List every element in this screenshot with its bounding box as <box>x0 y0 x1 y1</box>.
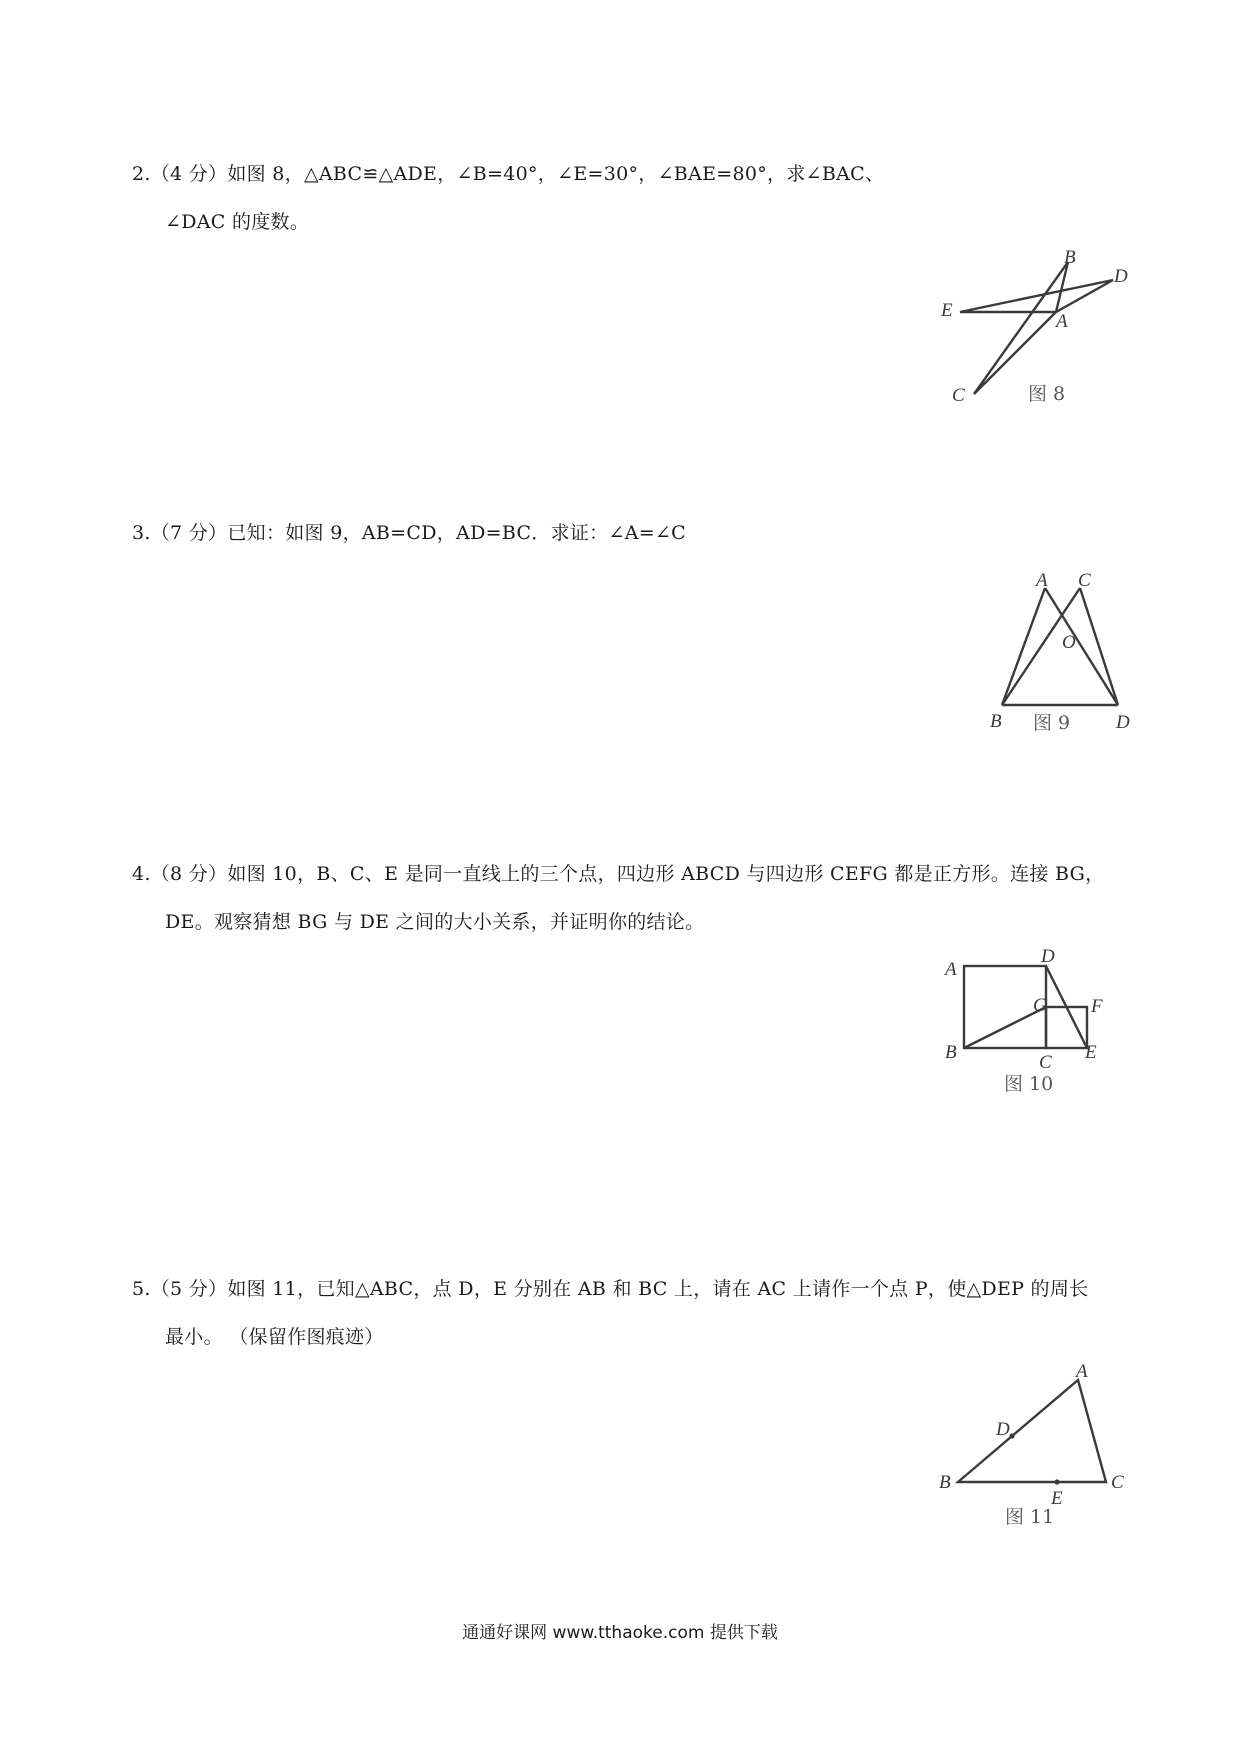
segment-ad <box>1045 588 1118 705</box>
figure-8 <box>930 248 1130 408</box>
question-4-line-2: DE。观察猜想 BG 与 DE 之间的大小关系，并证明你的结论。 <box>165 911 705 933</box>
segment-cd <box>1080 588 1118 705</box>
label-g: G <box>1033 995 1047 1016</box>
question-5 <box>132 1265 1142 1361</box>
point-d <box>1009 1433 1014 1438</box>
square-cefg <box>1046 1007 1087 1048</box>
label-e: E <box>941 300 953 321</box>
label-e: E <box>1051 1488 1063 1509</box>
figure-11 <box>930 1362 1140 1532</box>
question-3-line-1: 3.（7 分）已知：如图 9，AB=CD，AD=BC．求证：∠A=∠C <box>132 522 687 544</box>
label-c: C <box>1039 1052 1052 1073</box>
triangle-abc <box>958 1380 1106 1482</box>
point-e <box>1054 1479 1059 1484</box>
question-4 <box>132 850 1142 946</box>
label-a: A <box>1036 570 1048 591</box>
figure-10 <box>940 945 1140 1105</box>
page-footer: 通通好课网 www.tthaoke.com 提供下载 <box>462 1623 778 1643</box>
label-o: O <box>1062 632 1076 653</box>
label-c: C <box>1078 570 1091 591</box>
question-2-line-2: ∠DAC 的度数。 <box>165 211 310 233</box>
label-c: C <box>1111 1472 1124 1493</box>
label-a: A <box>1056 311 1068 332</box>
question-3 <box>132 509 1142 557</box>
label-b: B <box>939 1472 951 1493</box>
figure-9 <box>970 568 1150 738</box>
segment-ab <box>1002 588 1045 705</box>
label-b: B <box>1064 247 1076 268</box>
figure-9-caption: 图 9 <box>1033 712 1071 734</box>
label-a: A <box>945 959 957 980</box>
figure-10-caption: 图 10 <box>1004 1073 1054 1095</box>
question-5-line-1: 5.（5 分）如图 11，已知△ABC，点 D，E 分别在 AB 和 BC 上，请在 AC 上请作一个点 P，使△DEP 的周长 <box>132 1278 1089 1300</box>
label-e: E <box>1085 1042 1097 1063</box>
label-a: A <box>1076 1361 1088 1382</box>
question-2 <box>132 150 1142 246</box>
question-4-line-1: 4.（8 分）如图 10，B、C、E 是同一直线上的三个点，四边形 ABCD 与四边形 CEFG 都是正方形。连接 BG， <box>132 863 1105 885</box>
label-d: D <box>1116 712 1130 733</box>
question-2-line-1: 2.（4 分）如图 8，△ABC≌△ADE，∠B=40°，∠E=30°，∠BAE=80°，求∠BAC、 <box>132 163 885 185</box>
triangle-abc <box>974 262 1068 394</box>
label-c: C <box>952 385 965 406</box>
label-d: D <box>1114 266 1128 287</box>
label-f: F <box>1091 996 1103 1017</box>
figure-11-caption: 图 11 <box>1005 1506 1055 1528</box>
label-d: D <box>996 1419 1010 1440</box>
label-b: B <box>990 711 1002 732</box>
label-b: B <box>945 1042 957 1063</box>
question-5-line-2: 最小。 （保留作图痕迹） <box>165 1326 384 1348</box>
figure-8-caption: 图 8 <box>1028 383 1066 405</box>
label-d: D <box>1041 946 1055 967</box>
